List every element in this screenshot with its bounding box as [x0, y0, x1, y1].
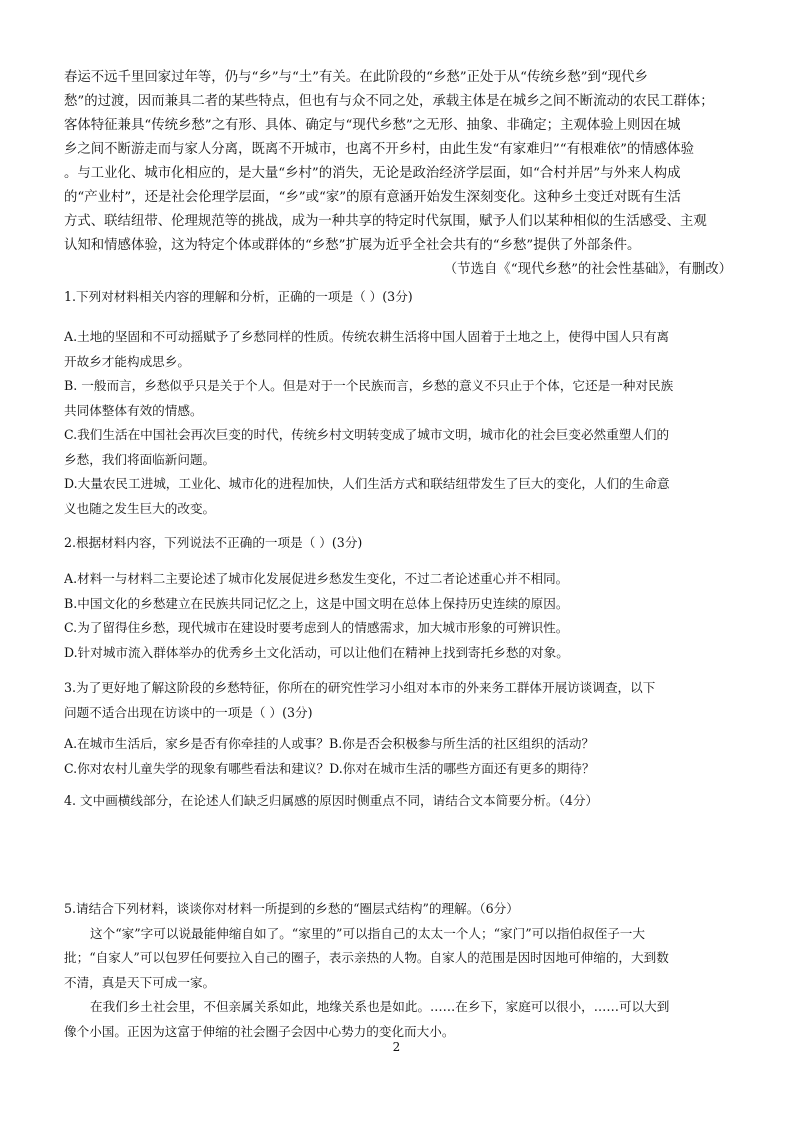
- question-stem: 问题不适合出现在访谈中的一项是（ ）(3分): [64, 704, 313, 720]
- option-line: A.土地的坚固和不可动摇赋予了乡愁同样的性质。传统农耕生活将中国人固着于土地之上，使得中国人只有离: [64, 329, 670, 344]
- question-stem: 1.下列对材料相关内容的理解和分析，正确的一项是（ ）(3分): [64, 289, 413, 304]
- question-2-options: [64, 567, 732, 665]
- question-5: [64, 897, 732, 1044]
- passage-line: 的“产业村”，还是社会伦理学层面，“乡”或“家”的原有意涵开始发生深刻变化。这种乡土变迁对既有生活: [64, 190, 681, 205]
- question-stem: 4. 文中画横线部分，在论述人们缺乏归属感的原因时侧重点不同，请结合文本简要分析。（4分）: [64, 793, 599, 808]
- passage-line: 客体特征兼具“传统乡愁”之有形、具体、确定与“现代乡愁”之无形、抽象、非确定；主观体验上则因在城: [64, 118, 681, 133]
- option-line: 乡愁，我们将面临新问题。: [64, 451, 216, 467]
- question-1: [64, 285, 732, 310]
- question-3: [64, 676, 732, 725]
- option-line: 义也随之发生巨大的改变。: [64, 500, 216, 516]
- option-line: A.材料一与材料二主要论述了城市化发展促进乡愁发生变化，不过二者论述重心并不相同。: [64, 571, 569, 586]
- question-1-options: [64, 325, 732, 521]
- option-line: B. 一般而言，乡愁似乎只是关于个人。但是对于一个民族而言，乡愁的意义不只止于个体，它还是一种对民族: [64, 378, 674, 393]
- passage: [64, 66, 732, 282]
- passage-source: （节选自《“现代乡愁”的社会性基础》，有删改）: [443, 262, 732, 277]
- passage-line: 春运不远千里回家过年等，仍与“乡”与“土”有关。在此阶段的“乡愁”正处于从“传统乡愁”到“现代乡: [64, 70, 648, 85]
- question-3-options: [64, 732, 732, 781]
- passage-line: 认知和情感体验，这为特定个体或群体的“乡愁”扩展为近乎全社会共有的“乡愁”提供了外部条件。: [64, 238, 641, 253]
- option-line: C.你对农村儿童失学的现象有哪些看法和建议？D.你对在城市生活的哪些方面还有更多的期待？: [64, 760, 595, 776]
- material-line: 批；“自家人”可以包罗任何要拉入自己的圈子，表示亲热的人物。自家人的范围是因时因地可伸缩的，大到数: [64, 950, 669, 965]
- material-line: 不清，真是天下可成一家。: [64, 974, 216, 990]
- passage-line: 愁”的过渡，因而兼具二者的某些特点，但也有与众不同之处，承载主体是在城乡之间不断流动的农民工群体；: [64, 94, 714, 109]
- option-line: D.大量农民工进城，工业化、城市化的进程加快，人们生活方式和联结纽带发生了巨大的变化，人们的生命意: [64, 476, 670, 491]
- option-line: 共同体整体有效的情感。: [64, 402, 203, 418]
- passage-line: 乡之间不断游走而与家人分离，既离不开城市，也离不开乡村，由此生发“有家难归”“有根难依”的情感体验: [64, 142, 694, 157]
- material-line: 像个小国。正因为这富于伸缩的社会圈子会因中心势力的变化而大小。: [64, 1023, 455, 1039]
- question-stem: 5.请结合下列材料，谈谈你对材料一所提到的乡愁的“圈层式结构”的理解。（6分）: [64, 901, 519, 916]
- option-line: C.我们生活在中国社会再次巨变的时代，传统乡村文明转变成了城市文明，城市化的社会巨变必然重塑人们的: [64, 427, 670, 442]
- material-line: 这个“家”字可以说最能伸缩自如了。“家里的”可以指自己的太太一个人；“家门”可以指伯叔侄子一大: [90, 925, 645, 941]
- question-2: [64, 531, 732, 556]
- option-line: B.中国文化的乡愁建立在民族共同记忆之上，这是中国文明在总体上保持历史连续的原因。: [64, 595, 569, 611]
- material-line: 在我们乡土社会里，不但亲属关系如此，地缘关系也是如此。……在乡下，家庭可以很小，……可以大到: [90, 999, 670, 1014]
- question-stem: 2.根据材料内容，下列说法不正确的一项是（ ）(3分): [64, 535, 363, 550]
- passage-line: 方式、联结纽带、伦理规范等的挑战，成为一种共享的特定时代氛围，赋予人们以某种相似的生活感受、主观: [64, 214, 707, 229]
- passage-line: 。与工业化、城市化相应的，是大量“乡村”的消失，无论是政治经济学层面，如“合村并居”与外来人构成: [64, 166, 681, 181]
- page-number: 2: [392, 1040, 401, 1054]
- option-line: C.为了留得住乡愁，现代城市在建设时要考虑到人的情感需求，加大城市形象的可辨识性。: [64, 620, 569, 635]
- option-line: 开故乡才能构成思乡。: [64, 353, 190, 369]
- question-4: [64, 789, 732, 814]
- question-stem: 3.为了更好地了解这阶段的乡愁特征，你所在的研究性学习小组对本市的外来务工群体开展访谈调查，以下: [64, 680, 656, 695]
- option-line: A.在城市生活后，家乡是否有你牵挂的人或事？B.你是否会积极参与所生活的社区组织的活动？: [64, 736, 595, 751]
- option-line: D.针对城市流入群体举办的优秀乡土文化活动，可以让他们在精神上找到寄托乡愁的对象。: [64, 644, 569, 660]
